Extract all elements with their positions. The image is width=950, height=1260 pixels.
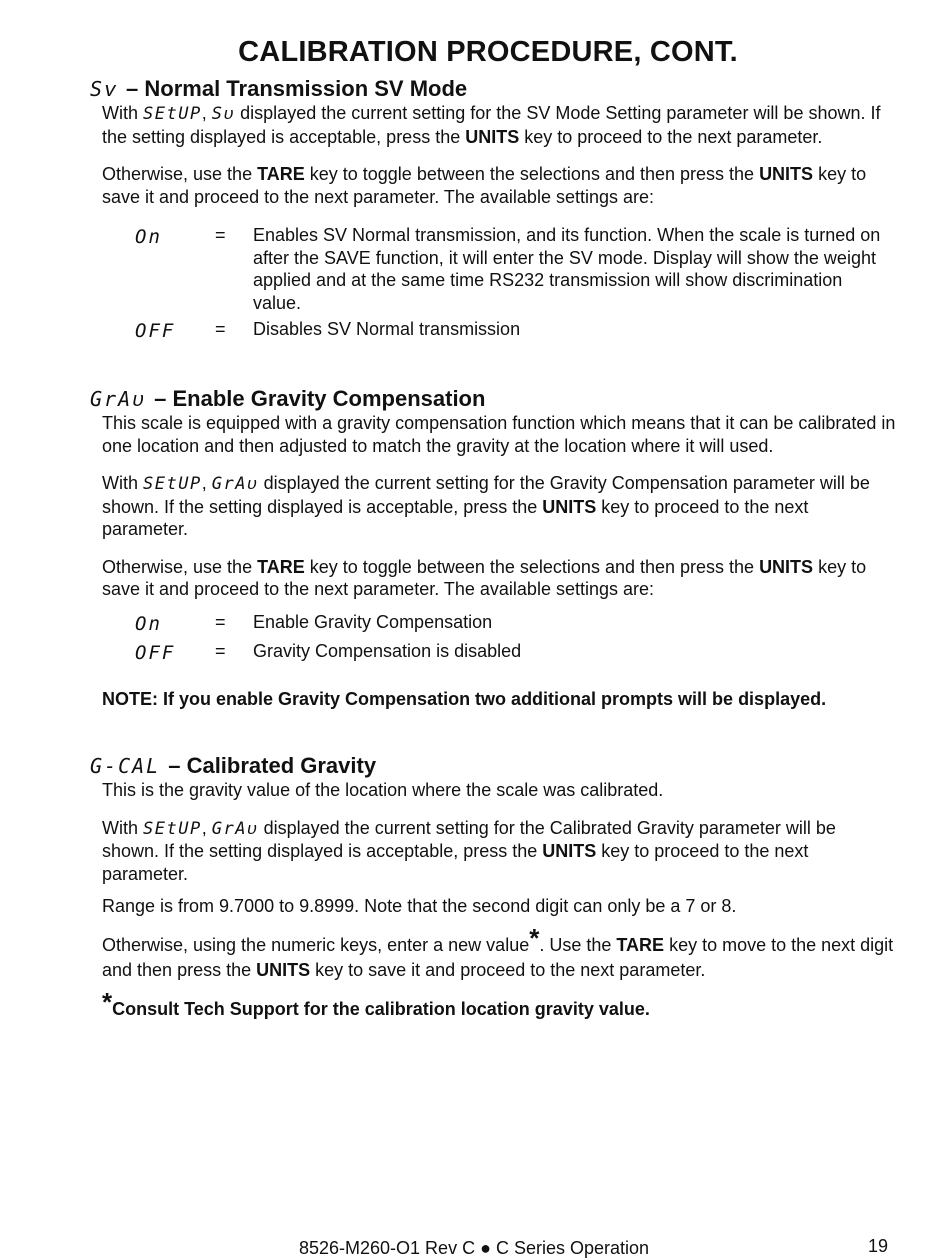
units-key-label: UNITS: [465, 126, 520, 147]
tare-key-label: TARE: [616, 934, 665, 955]
setup-lcd-code: SEtUP: [143, 104, 202, 124]
option-code: On: [135, 612, 162, 635]
sv-mode-section: [90, 76, 900, 343]
gravity-heading: [90, 386, 900, 412]
gcal-paragraph-1: This is the gravity value of the location where the scale was calibrated.: [102, 780, 664, 800]
sv-paragraph-2: Otherwise, use the TARE key to toggle between the selections and then press the UNITS key to save it and proceed to the next parameter. The available settings are:: [102, 164, 867, 207]
units-key-label: UNITS: [256, 959, 311, 980]
setup-lcd-code: SEtUP: [143, 818, 202, 839]
gravity-heading-text: – Enable Gravity Compensation: [154, 386, 486, 411]
units-key-label: UNITS: [759, 164, 814, 184]
sv-heading-text: – Normal Transmission SV Mode: [126, 76, 468, 101]
gravity-note: NOTE: If you enable Gravity Compensation two additional prompts will be displayed.: [102, 688, 827, 709]
gravity-option-on: On = Enable Gravity Compensation: [135, 611, 900, 636]
gcal-lcd-code: G-CAL: [90, 754, 161, 778]
option-description: Enable Gravity Compensation: [253, 611, 493, 632]
sv-mode-heading: [90, 76, 900, 102]
sv-lcd-code-inline: Sᴜ: [211, 104, 236, 124]
grav-lcd-code-inline: GrAᴜ: [211, 474, 259, 494]
calibrated-gravity-heading: [90, 753, 900, 779]
tare-key-label: TARE: [257, 164, 305, 184]
grav-lcd-code-inline: GrAᴜ: [211, 818, 259, 839]
gravity-paragraph-1: This scale is equipped with a gravity compensation function which means that it can be calibrated in one location and then adjusted to match the gravity at the location where it will used.: [102, 413, 896, 456]
asterisk-mark: *: [529, 922, 540, 953]
page-title: CALIBRATION PROCEDURE, CONT.: [238, 36, 738, 68]
gcal-range-paragraph: Range is from 9.7000 to 9.8999. Note that the second digit can only be a 7 or 8.: [102, 896, 737, 916]
calibrated-gravity-section: [90, 753, 900, 1020]
setup-lcd-code: SEtUP: [143, 474, 202, 494]
gcal-paragraph-4: Otherwise, using the numeric keys, enter a new value*. Use the TARE key to move to the next digit and then press the UNITS key to save it and proceed to the next parameter.: [102, 922, 894, 980]
tare-key-label: TARE: [257, 556, 305, 577]
option-code: OFF: [135, 320, 176, 342]
calibrated-gravity-heading-text: – Calibrated Gravity: [168, 753, 377, 778]
gcal-footnote: *Consult Tech Support for the calibration location gravity value.: [102, 986, 650, 1019]
sv-paragraph-1: With SEtUP, Sᴜ displayed the current setting for the SV Mode Setting parameter will be shown. If the setting displayed is acceptable, press the UNITS key to proceed to the next parameter.: [102, 103, 881, 147]
option-code: On: [135, 226, 162, 248]
option-description: Gravity Compensation is disabled: [253, 641, 522, 661]
asterisk-mark: *: [102, 986, 113, 1017]
page-number: 19: [867, 1236, 888, 1256]
sv-option-off: OFF = Disables SV Normal transmission: [135, 318, 900, 343]
gravity-paragraph-2: With SEtUP, GrAᴜ displayed the current setting for the Gravity Compensation parameter will be shown. If the setting displayed is acceptable, press the UNITS key to proceed to the next parameter.: [102, 473, 870, 539]
units-key-label: UNITS: [542, 841, 597, 861]
gravity-option-off: OFF = Gravity Compensation is disabled: [135, 640, 900, 665]
option-code: OFF: [135, 642, 176, 664]
units-key-label: UNITS: [759, 556, 814, 577]
option-description: Disables SV Normal transmission: [253, 319, 521, 339]
grav-lcd-code: GrAᴜ: [90, 387, 147, 411]
option-description: Enables SV Normal transmission, and its function. When the scale is turned on after the SAVE function, it will enter the SV mode. Display will show the weight applied and at the same time RS232 transmission will show discrimination value.: [253, 225, 881, 313]
gravity-section: [90, 386, 900, 710]
sv-option-on: On = Enables SV Normal transmission, and its function. When the scale is turned on after the SAVE function, it will enter the SV mode. Display will show the weight applied and at the same time RS232 transmission will show discrimination value.: [135, 224, 900, 314]
sv-lcd-code: Sᴠ: [90, 77, 119, 101]
units-key-label: UNITS: [542, 496, 597, 517]
gravity-paragraph-3: Otherwise, use the TARE key to toggle between the selections and then press the UNITS key to save it and proceed to the next parameter. The available settings are:: [102, 556, 867, 599]
footer-document-id: 8526-M260-O1 Rev C ● C Series Operation: [298, 1238, 650, 1258]
gcal-paragraph-2: With SEtUP, GrAᴜ displayed the current setting for the Calibrated Gravity parameter will be shown. If the setting displayed is acceptable, press the UNITS key to proceed to the next parameter.: [102, 817, 836, 884]
